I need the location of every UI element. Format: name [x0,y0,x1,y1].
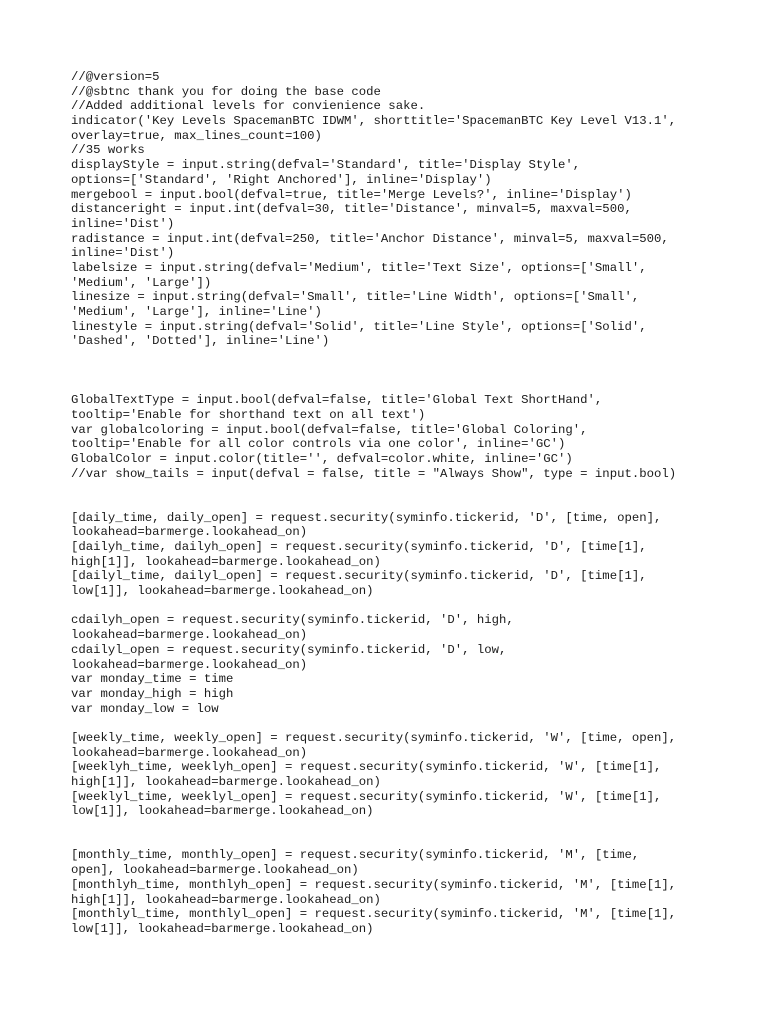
code-line: radistance = input.int(defval=250, title='Anchor Distance', minval=5, maxval=500, [71,231,669,246]
code-line: var globalcoloring = input.bool(defval=false, title='Global Coloring', [71,422,588,437]
code-line: distanceright = input.int(defval=30, title='Distance', minval=5, maxval=500, [71,202,632,217]
code-line: 'Dashed', 'Dotted'], inline='Line') [71,334,330,349]
code-line: mergebool = input.bool(defval=true, title='Merge Levels?', inline='Display') [71,187,632,202]
code-line: labelsize = input.string(defval='Medium', title='Text Size', options=['Small', [71,260,647,275]
code-line: [dailyl_time, dailyl_open] = request.security(syminfo.tickerid, 'D', [time[1], [71,569,647,584]
code-line: //var show_tails = input(defval = false, title = "Always Show", type = input.bool) [71,466,677,481]
blank-line [71,819,676,834]
blank-line [71,599,676,614]
code-line: inline='Dist') [71,216,175,231]
code-line: indicator('Key Levels SpacemanBTC IDWM', shorttitle='SpacemanBTC Key Level V13.1', [71,114,677,129]
code-line: //@version=5 [71,70,160,84]
code-block [71,70,676,937]
code-line: [weekly_time, weekly_open] = request.security(syminfo.tickerid, 'W', [time, open], [71,730,677,745]
code-line: high[1]], lookahead=barmerge.lookahead_on) [71,892,381,907]
code-line: [monthly_time, monthly_open] = request.security(syminfo.tickerid, 'M', [time, [71,848,640,863]
code-line: cdailyh_open = request.security(syminfo.tickerid, 'D', high, [71,613,514,628]
blank-line [71,496,676,511]
code-line: linestyle = input.string(defval='Solid', title='Line Style', options=['Solid', [71,319,647,334]
code-line: var monday_time = time [71,672,234,687]
code-line: low[1]], lookahead=barmerge.lookahead_on) [71,584,374,599]
code-line: [dailyh_time, dailyh_open] = request.security(syminfo.tickerid, 'D', [time[1], [71,540,647,554]
code-line: inline='Dist') [71,246,175,261]
code-line: displayStyle = input.string(defval='Standard', title='Display Style', [71,158,581,173]
blank-line [71,349,676,364]
code-line: tooltip='Enable for all color controls via one color', inline='GC') [71,437,566,452]
code-line: low[1]], lookahead=barmerge.lookahead_on) [71,804,374,819]
code-line: 'Medium', 'Large'], inline='Line') [71,305,322,319]
code-line: //Added additional levels for convienience sake. [71,99,426,114]
code-line: //@sbtnc thank you for doing the base code [71,84,381,99]
code-line: [weeklyh_time, weeklyh_open] = request.security(syminfo.tickerid, 'W', [time[1], [71,760,662,775]
code-line: //35 works [71,143,145,158]
code-line: lookahead=barmerge.lookahead_on) [71,628,308,643]
code-line: open], lookahead=barmerge.lookahead_on) [71,863,359,878]
code-line: [monthlyl_time, monthlyl_open] = request.security(syminfo.tickerid, 'M', [time[1], [71,907,677,922]
code-line: options=['Standard', 'Right Anchored'], inline='Display') [71,172,492,187]
code-line: low[1]], lookahead=barmerge.lookahead_on) [71,921,374,936]
code-line: 'Medium', 'Large']) [71,275,212,290]
blank-line [71,481,676,496]
code-line: high[1]], lookahead=barmerge.lookahead_on) [71,775,381,789]
code-line: cdailyl_open = request.security(syminfo.tickerid, 'D', low, [71,642,507,657]
code-line: high[1]], lookahead=barmerge.lookahead_on) [71,554,381,569]
blank-line [71,716,676,731]
code-line: [monthlyh_time, monthlyh_open] = request.security(syminfo.tickerid, 'M', [time[1], [71,877,677,892]
blank-line [71,378,676,393]
code-line: lookahead=barmerge.lookahead_on) [71,745,308,760]
code-line: GlobalTextType = input.bool(defval=false, title='Global Text ShortHand', [71,393,603,408]
code-line: [weeklyl_time, weeklyl_open] = request.security(syminfo.tickerid, 'W', [time[1], [71,789,662,804]
blank-line [71,834,676,849]
code-line: lookahead=barmerge.lookahead_on) [71,657,308,672]
code-line: overlay=true, max_lines_count=100) [71,128,322,143]
code-line: tooltip='Enable for shorthand text on all text') [71,407,426,422]
code-line: var monday_low = low [71,701,219,716]
code-line: GlobalColor = input.color(title='', defval=color.white, inline='GC') [71,451,573,466]
code-line: [daily_time, daily_open] = request.security(syminfo.tickerid, 'D', [time, open], [71,510,662,525]
code-line: lookahead=barmerge.lookahead_on) [71,525,308,540]
code-line: var monday_high = high [71,686,234,701]
blank-line [71,364,676,379]
code-line: linesize = input.string(defval='Small', title='Line Width', options=['Small', [71,290,640,305]
